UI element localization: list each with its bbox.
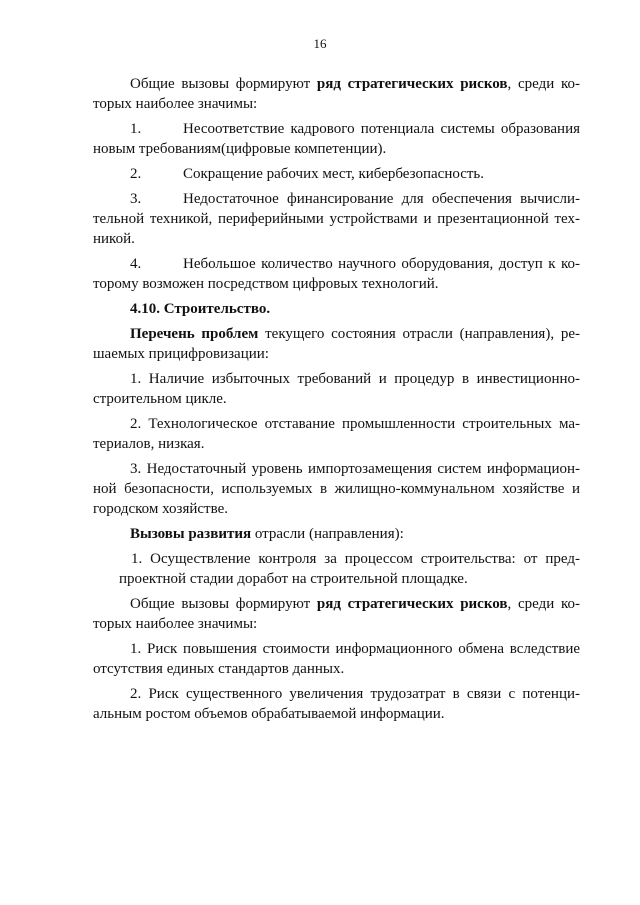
challenge-item-1: 1. Осуществление контроля за процессом строительства: от пред-проектной стадии доработ на строительной площадке.	[119, 551, 580, 587]
risk2-item-2: 2. Риск существенного увеличения трудозатрат в связи с потенци-альным ростом объемов обрабатываемой информации.	[93, 686, 580, 722]
problems-intro-bold: Перечень проблем	[130, 326, 259, 342]
challenges-intro-post: отрасли (направления):	[251, 526, 404, 542]
problem-item-2: 2. Технологическое отставание промышленности строительных ма-териалов, низкая.	[93, 416, 580, 452]
risk-item-text: Несоответствие кадрового потенциала системы образования новым требованиям(цифровые компетенции).	[93, 121, 580, 157]
risk-item-number: 3.	[130, 191, 142, 207]
risks-intro-bold: ряд стратегических рисков	[316, 76, 508, 92]
risk-item-text: Сокращение рабочих мест, кибербезопасность.	[183, 166, 485, 182]
risks-intro-paragraph	[93, 74, 580, 114]
risk-item-1	[93, 119, 580, 159]
risk-item-text: Небольшое количество научного оборудования, доступ к ко-торому возможен посредством цифровых технологий.	[93, 256, 580, 292]
page-number: 16	[313, 36, 327, 51]
risk-item-number: 2.	[130, 166, 142, 182]
risks2-intro-bold: ряд стратегических рисков	[316, 596, 508, 612]
page-content	[93, 74, 580, 729]
risks-intro-pre: Общие вызовы формируют	[130, 76, 317, 92]
problem-item-1: 1. Наличие избыточных требований и процедур в инвестиционно-строительном цикле.	[93, 371, 580, 407]
risks2-intro-pre: Общие вызовы формируют	[130, 596, 317, 612]
risk-item-3	[93, 189, 580, 249]
challenges-intro-bold: Вызовы развития	[130, 526, 252, 542]
problems-intro-paragraph	[93, 324, 580, 364]
risk-item-number: 1.	[130, 121, 142, 137]
problem-item-3: 3. Недостаточный уровень импортозамещения систем информацион-ной безопасности, используемых в жилищно-коммунальном хозяйстве и городском хозяйстве.	[93, 461, 580, 517]
risk-item-2	[93, 164, 580, 184]
risk-item-number: 4.	[130, 256, 142, 272]
section-heading: 4.10. Строительство.	[130, 301, 271, 317]
risk-item-text: Недостаточное финансирование для обеспечения вычисли-тельной техникой, периферийными устройствами и презентационной тех-никой.	[93, 191, 580, 247]
risks2-intro-paragraph	[93, 594, 580, 634]
challenges-intro-paragraph	[93, 524, 580, 544]
problems-intro-post: текущего состояния отрасли (направления), ре-шаемых прицифровизации:	[93, 326, 581, 362]
risk-item-4	[93, 254, 580, 294]
risks-intro-post: , среди ко-торых наиболее значимы:	[93, 76, 580, 112]
risks2-intro-post: , среди ко-торых наиболее значимы:	[93, 596, 580, 632]
risk2-item-1: 1. Риск повышения стоимости информационного обмена вследствие отсутствия единых стандартов данных.	[93, 641, 580, 677]
